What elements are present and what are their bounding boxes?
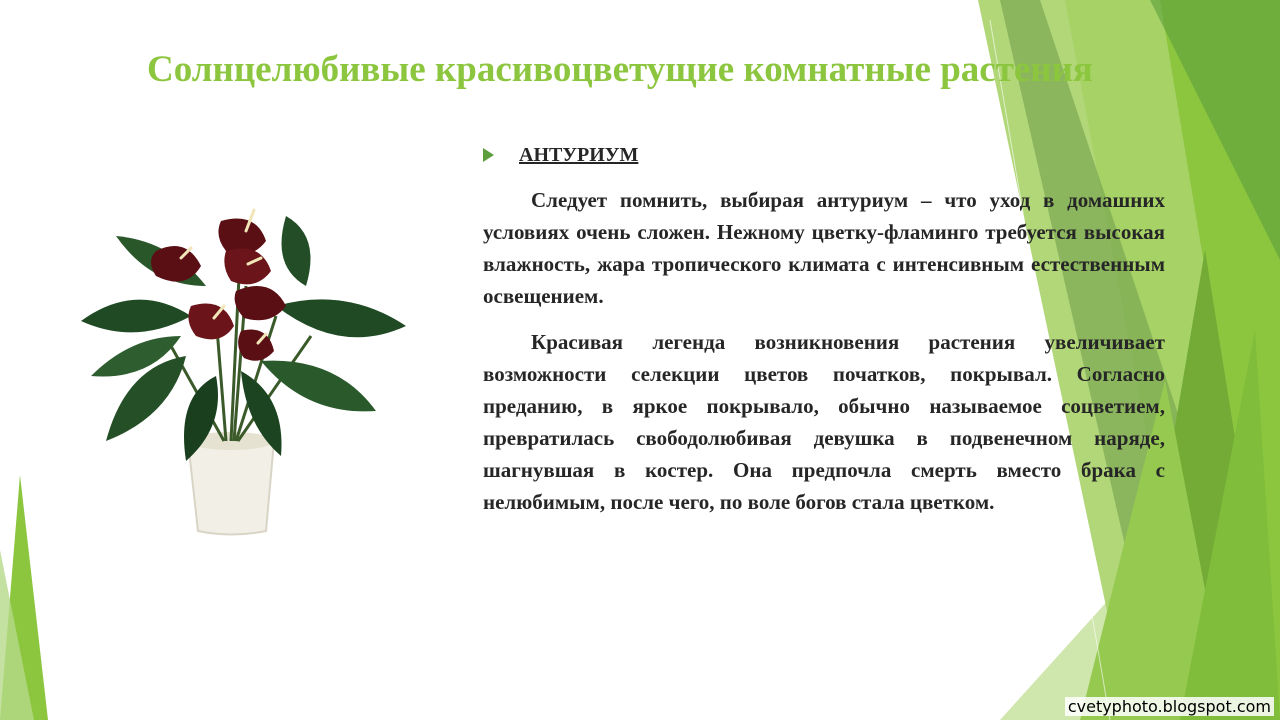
watermark-text: cvetyphoto.blogspot.com [1065, 697, 1274, 716]
bullet-item [483, 140, 1165, 170]
bullet-arrow-icon [483, 148, 494, 162]
content-block [483, 140, 1165, 518]
paragraph-2: Красивая легенда возникновения растения увеличивает возможности селекции цветов початков, покрывал. Согласно преданию, в яркое покрывало, обычно называемое соцветием, превратилась свободолюбивая девушка в подвенечном наряде, шагнувшая в костер. Она предпочла смерть вместо брака с нелюбимым, после чего, по воле богов стала цветком. [483, 330, 1165, 514]
paragraph-1: Следует помнить, выбирая антуриум – что уход в домашних условиях очень сложен. Нежному цветку-фламинго требуется высокая влажность, жара тропического климата с интенсивным естественным освещением. [483, 188, 1165, 308]
section-heading: АНТУРИУМ [519, 143, 639, 166]
slide-title: Солнцелюбивые красивоцветущие комнатные растения [147, 49, 1093, 90]
anthurium-plant-photo [76, 196, 416, 546]
